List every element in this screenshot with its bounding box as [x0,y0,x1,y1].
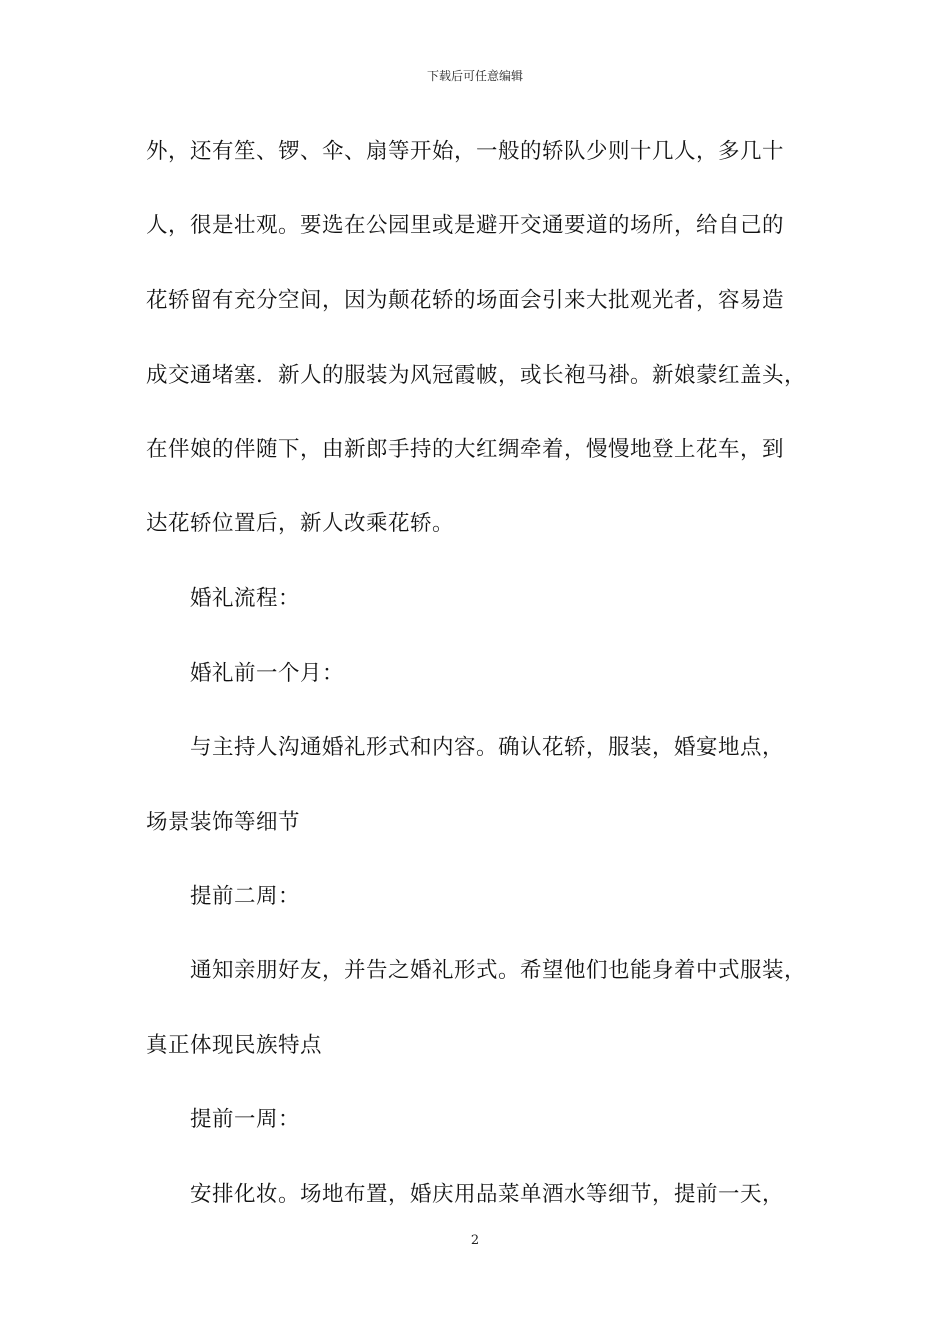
subsection-heading: 提前一周： [190,1107,301,1132]
body-line: 与主持人沟通婚礼形式和内容。确认花轿，服装，婚宴地点， [190,735,785,760]
section-heading: 婚礼流程： [190,586,301,611]
subsection-heading: 婚礼前一个月： [190,661,345,686]
body-line: 达花轿位置后，新人改乘花轿。 [146,511,455,536]
body-line: 通知亲朋好友，并告之婚礼形式。希望他们也能身着中式服装， [190,958,807,983]
body-line: 成交通堵塞．新人的服装为风冠霞帔，或长袍马褂。新娘蒙红盖头， [146,363,807,388]
body-line: 场景装饰等细节 [146,810,301,835]
body-line: 真正体现民族特点 [146,1033,323,1058]
body-line: 花轿留有充分空间，因为颠花轿的场面会引来大批观光者，容易造 [146,288,785,313]
body-line: 安排化妆。场地布置，婚庆用品菜单酒水等细节，提前一天， [190,1182,785,1207]
body-line: 人，很是壮观。要选在公园里或是避开交通要道的场所，给自己的 [146,213,785,238]
page-header: 下载后可任意编辑 [426,69,523,83]
body-line: 在伴娘的伴随下，由新郎手持的大红绸牵着，慢慢地登上花车，到 [146,437,785,462]
subsection-heading: 提前二周： [190,884,301,909]
page-number: 2 [470,1233,480,1248]
body-line: 外，还有笙、锣、伞、扇等开始，一般的轿队少则十几人，多几十 [146,139,785,164]
